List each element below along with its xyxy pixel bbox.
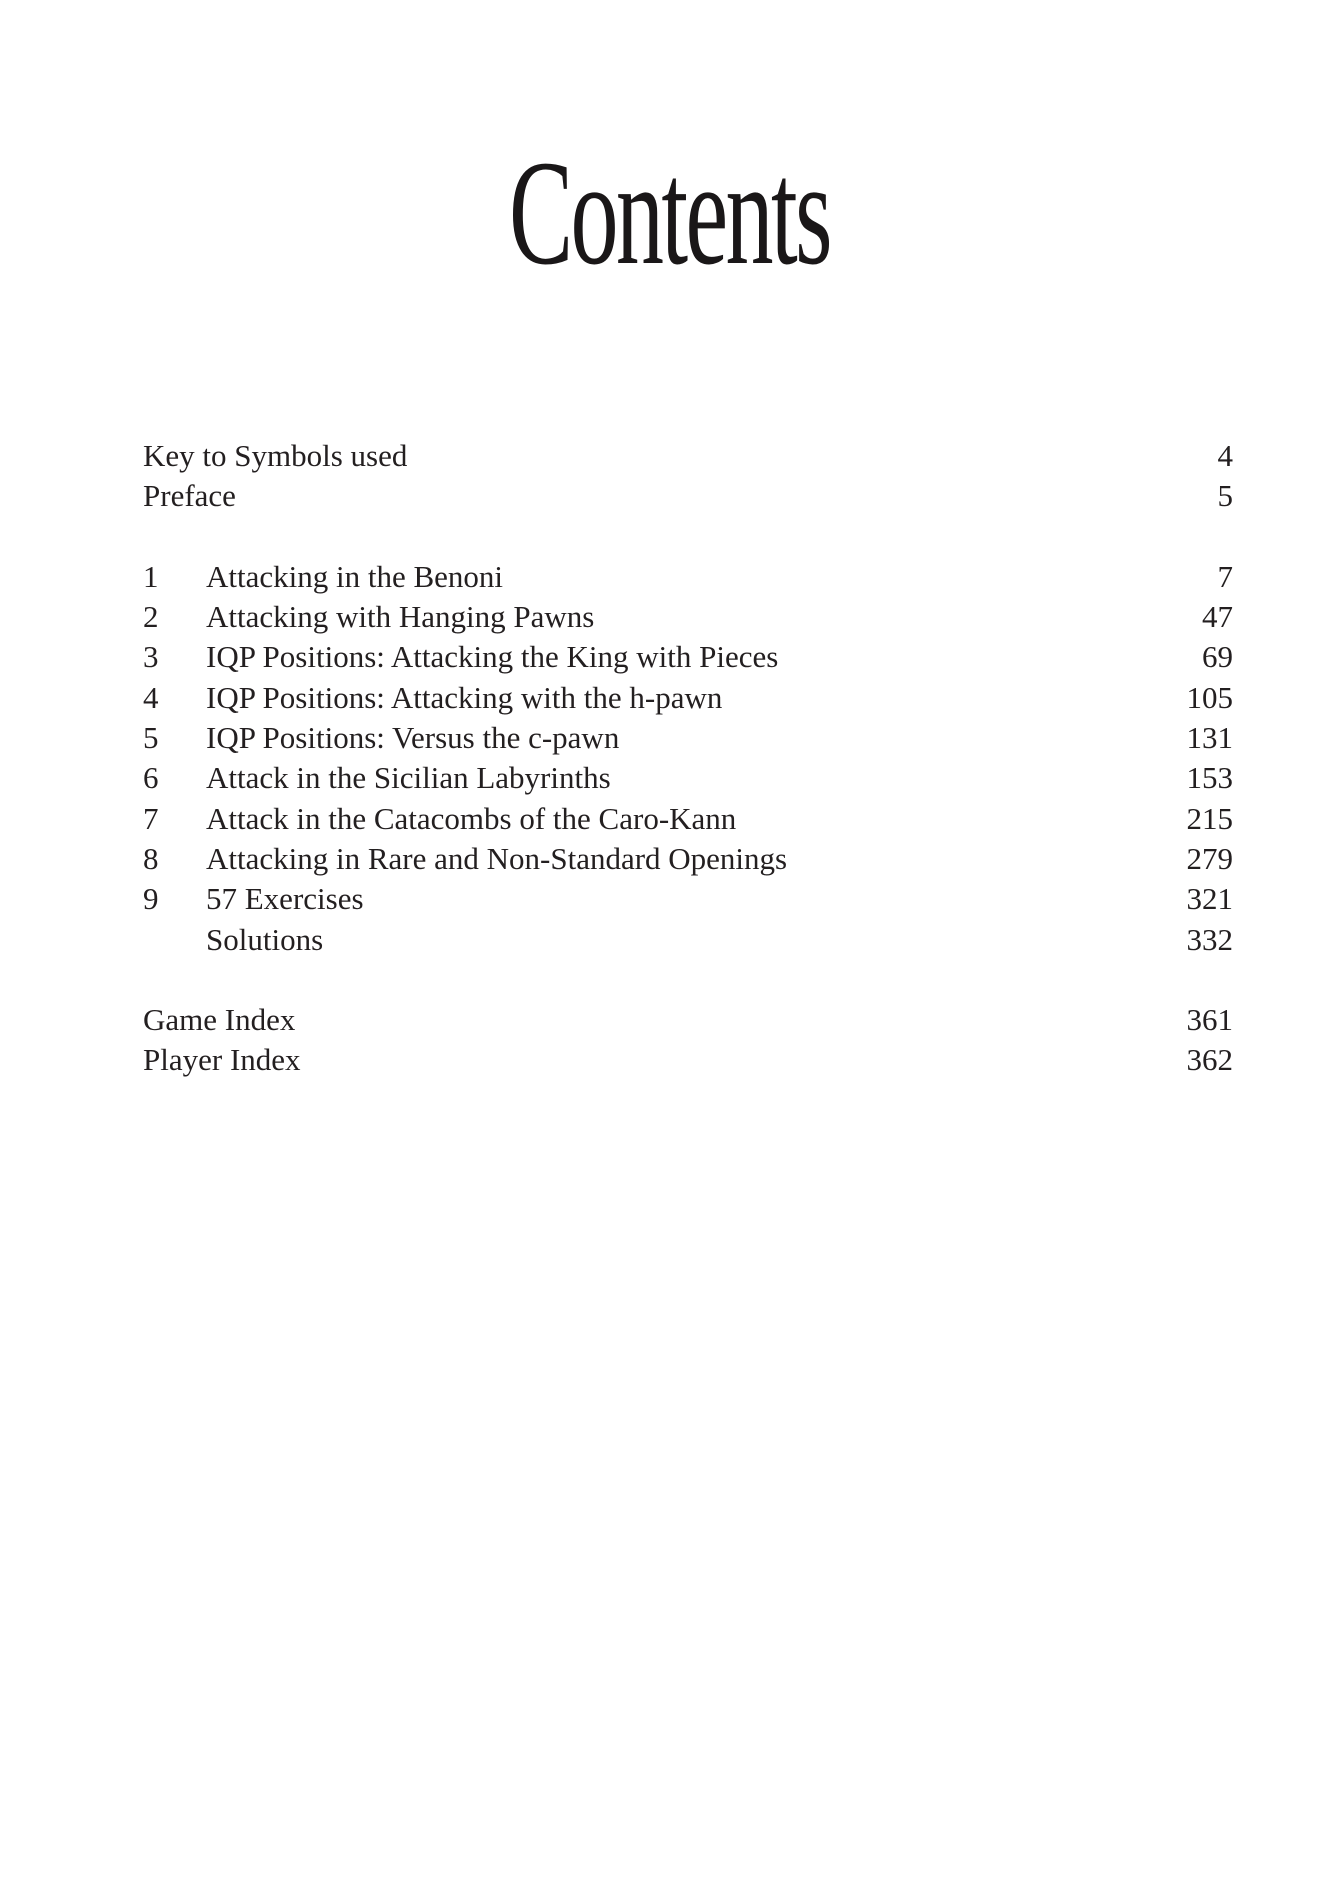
chapter-title: Solutions [206,921,324,957]
chapter-number: 5 [143,720,159,756]
table-of-contents [143,436,1233,1081]
chapter-page: 332 [1186,921,1233,957]
chapter-title: IQP Positions: Versus the c-pawn [206,720,620,756]
chapter-page: 105 [1186,679,1233,715]
chapter-title: 57 Exercises [206,881,364,917]
chapter-page: 7 [1217,558,1233,594]
toc-chapter-2[interactable] [143,597,1233,637]
chapter-title: Attacking in the Benoni [206,558,504,594]
chapter-title: Attacking with Hanging Pawns [206,599,595,635]
toc-chapter-3[interactable] [143,637,1233,677]
toc-entry-title: Player Index [143,1042,301,1078]
page-title: Contents [509,130,830,296]
section-spacer [143,517,1233,557]
chapter-number: 7 [143,800,159,836]
toc-chapter-1[interactable] [143,557,1233,597]
chapter-title: Attacking in Rare and Non-Standard Openings [206,840,788,876]
toc-entry-preface[interactable] [143,476,1233,516]
toc-entry-title: Game Index [143,1002,296,1038]
toc-entry-title: Key to Symbols used [143,438,408,473]
chapter-number: 9 [143,881,159,917]
toc-chapter-7[interactable] [143,799,1233,839]
toc-entry-page: 5 [1217,478,1233,514]
toc-chapter-4[interactable] [143,678,1233,718]
chapter-number: 2 [143,599,159,635]
toc-chapter-8[interactable] [143,839,1233,879]
chapter-page: 131 [1186,720,1233,756]
chapter-number: 8 [143,840,159,876]
toc-chapter-5[interactable] [143,718,1233,758]
toc-chapter-9[interactable] [143,879,1233,919]
chapter-number: 4 [143,679,159,715]
chapter-page: 321 [1186,881,1233,917]
toc-entry-title: Preface [143,478,236,514]
chapter-page: 279 [1186,840,1233,876]
toc-solutions[interactable] [143,920,1233,960]
toc-chapter-6[interactable] [143,758,1233,798]
chapter-page: 69 [1202,639,1233,675]
toc-entry-player-index[interactable] [143,1040,1233,1080]
toc-entry-key-to-symbols[interactable] [143,436,1233,476]
toc-entry-page: 362 [1186,1042,1233,1078]
section-spacer [143,960,1233,1000]
chapter-page: 47 [1202,599,1233,635]
chapter-number: 6 [143,760,159,796]
chapter-title: IQP Positions: Attacking with the h-pawn [206,679,723,715]
chapter-page: 153 [1186,760,1233,796]
toc-entry-page: 4 [1217,438,1233,473]
chapter-number: 3 [143,639,159,675]
toc-entry-game-index[interactable] [143,1000,1233,1040]
chapter-page: 215 [1186,800,1233,836]
chapter-title: Attack in the Catacombs of the Caro-Kann [206,800,737,836]
chapter-title: Attack in the Sicilian Labyrinths [206,760,611,796]
chapter-number: 1 [143,558,159,594]
toc-entry-page: 361 [1186,1002,1233,1038]
chapter-title: IQP Positions: Attacking the King with Pieces [206,639,779,675]
